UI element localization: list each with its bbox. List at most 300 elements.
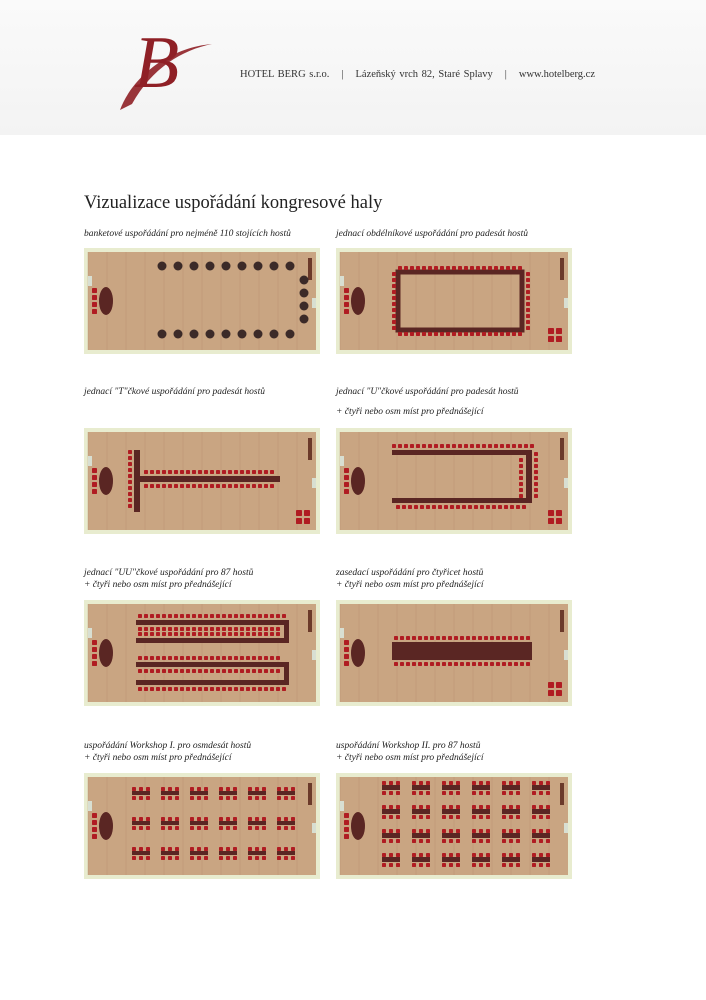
chair (412, 805, 416, 809)
chair (419, 791, 423, 795)
chair (246, 614, 250, 618)
table (502, 857, 520, 862)
chair (233, 817, 237, 821)
table (532, 785, 550, 790)
chair (479, 839, 483, 843)
chair (526, 290, 530, 294)
table (412, 833, 430, 838)
chair (516, 839, 520, 843)
chair (526, 326, 530, 330)
chair (190, 826, 194, 830)
chair (476, 332, 480, 336)
chair (197, 847, 201, 851)
chair (389, 853, 393, 857)
chair (472, 791, 476, 795)
chair (449, 805, 453, 809)
chair (450, 505, 454, 509)
table (532, 857, 550, 862)
cocktail-table (222, 330, 231, 339)
chair (539, 781, 543, 785)
chair (284, 787, 288, 791)
chair (258, 627, 262, 631)
cocktail-table (190, 330, 199, 339)
chair (216, 470, 220, 474)
chair (470, 332, 474, 336)
chair (192, 687, 196, 691)
chair (174, 687, 178, 691)
chair (180, 484, 184, 488)
chair (556, 336, 562, 342)
chair (161, 856, 165, 860)
table (161, 821, 179, 825)
chair (210, 484, 214, 488)
table (132, 851, 150, 855)
table (502, 833, 520, 838)
chair (233, 847, 237, 851)
chair (262, 817, 266, 821)
table (136, 662, 286, 667)
chair (382, 805, 386, 809)
chair (479, 805, 483, 809)
chair (138, 669, 142, 673)
chair (426, 781, 430, 785)
chair (412, 815, 416, 819)
chair (192, 627, 196, 631)
chair (532, 791, 536, 795)
window (564, 823, 568, 833)
table (472, 785, 490, 790)
chair (222, 484, 226, 488)
side-cabinet (560, 610, 564, 632)
chair (426, 815, 430, 819)
chair (144, 687, 148, 691)
podium-table (99, 467, 113, 495)
chair (228, 627, 232, 631)
chair (255, 826, 259, 830)
chair (92, 640, 97, 645)
chair (277, 817, 281, 821)
chair (479, 853, 483, 857)
chair (246, 484, 250, 488)
chair (509, 781, 513, 785)
chair (344, 820, 349, 825)
cocktail-table (300, 315, 309, 324)
chair (258, 687, 262, 691)
chair (454, 636, 458, 640)
chair (516, 863, 520, 867)
chair (500, 444, 504, 448)
chair (204, 627, 208, 631)
chair (510, 505, 514, 509)
chair (422, 266, 426, 270)
chair (456, 815, 460, 819)
chair (246, 632, 250, 636)
chair (228, 614, 232, 618)
chair (128, 468, 132, 472)
chair (264, 687, 268, 691)
chair (139, 817, 143, 821)
chair (192, 656, 196, 660)
chair (282, 687, 286, 691)
chair (456, 805, 460, 809)
chair (246, 470, 250, 474)
chair (168, 856, 172, 860)
caption-banquet: banketové uspořádání pro nejméně 110 stojících hostů (84, 229, 291, 239)
chair (344, 827, 349, 832)
chair (486, 781, 490, 785)
chair (519, 488, 523, 492)
chair (262, 856, 266, 860)
window (88, 628, 92, 638)
chair (150, 627, 154, 631)
chair (296, 518, 302, 524)
chair (442, 853, 446, 857)
chair (344, 302, 349, 307)
chair (486, 805, 490, 809)
chair (512, 332, 516, 336)
chair (519, 458, 523, 462)
chair (186, 627, 190, 631)
chair (216, 669, 220, 673)
chair (449, 829, 453, 833)
chair (512, 444, 516, 448)
caption-uu-shape: jednací "UU"čkové uspořádání pro 87 hostů + čtyři nebo osm míst pro přednášející (84, 568, 254, 590)
side-cabinet (560, 783, 564, 805)
chair (396, 829, 400, 833)
chair (502, 662, 506, 666)
chair (226, 826, 230, 830)
chair (452, 266, 456, 270)
chair (277, 796, 281, 800)
window (564, 298, 568, 308)
chair (472, 636, 476, 640)
chair (382, 781, 386, 785)
table (219, 851, 237, 855)
chair (472, 805, 476, 809)
chair (234, 614, 238, 618)
chair (222, 669, 226, 673)
chair (508, 636, 512, 640)
window (312, 478, 316, 488)
chair (456, 863, 460, 867)
table (190, 791, 208, 795)
chair (532, 815, 536, 819)
chair (556, 690, 562, 696)
chair (264, 614, 268, 618)
chair (526, 636, 530, 640)
chair (282, 614, 286, 618)
chair (464, 266, 468, 270)
chair (548, 328, 554, 334)
chair (416, 444, 420, 448)
chair (128, 486, 132, 490)
chair (389, 781, 393, 785)
chair (174, 614, 178, 618)
chair (516, 829, 520, 833)
chair (426, 505, 430, 509)
chair (150, 656, 154, 660)
chair (161, 817, 165, 821)
chair (168, 632, 172, 636)
chair (556, 328, 562, 334)
chair (138, 632, 142, 636)
podium-table (351, 639, 365, 667)
chair (252, 470, 256, 474)
chair (216, 614, 220, 618)
chair (456, 505, 460, 509)
chair (396, 791, 400, 795)
chair (92, 820, 97, 825)
table (219, 791, 237, 795)
chair (402, 505, 406, 509)
table (161, 791, 179, 795)
chair (226, 787, 230, 791)
window (88, 801, 92, 811)
chair (516, 805, 520, 809)
chair (344, 813, 349, 818)
chair (204, 687, 208, 691)
window (312, 650, 316, 660)
chair (277, 787, 281, 791)
chair (344, 309, 349, 314)
chair (128, 462, 132, 466)
chair (479, 781, 483, 785)
chair (556, 682, 562, 688)
chair (168, 669, 172, 673)
table (277, 791, 295, 795)
table (382, 857, 400, 862)
chair (449, 839, 453, 843)
chair (502, 815, 506, 819)
hotel-address: Lázeňský vrch 82, Staré Splavy (355, 69, 493, 80)
chair (258, 632, 262, 636)
table (526, 455, 532, 503)
chair (92, 475, 97, 480)
chair (506, 332, 510, 336)
chair (546, 805, 550, 809)
chair (156, 656, 160, 660)
chair (442, 636, 446, 640)
table (134, 450, 140, 512)
chair (539, 829, 543, 833)
chair (396, 863, 400, 867)
chair (506, 444, 510, 448)
chair (392, 296, 396, 300)
chair (419, 863, 423, 867)
chair (546, 863, 550, 867)
chair (186, 687, 190, 691)
chair (502, 791, 506, 795)
cocktail-table (206, 330, 215, 339)
chair (458, 266, 462, 270)
chair (276, 614, 280, 618)
chair (258, 484, 262, 488)
chair (502, 839, 506, 843)
caption-u-shape: jednací "U"čkové uspořádání pro padesát hostů + čtyři nebo osm míst pro přednášející (336, 387, 519, 417)
chair (150, 632, 154, 636)
chair (128, 498, 132, 502)
chair (526, 302, 530, 306)
window (564, 478, 568, 488)
chair (174, 632, 178, 636)
chair (180, 627, 184, 631)
chair (486, 829, 490, 833)
chair (144, 484, 148, 488)
chair (490, 662, 494, 666)
chair (446, 266, 450, 270)
chair (456, 829, 460, 833)
window (340, 456, 344, 466)
window (312, 823, 316, 833)
chair (479, 815, 483, 819)
chair (168, 817, 172, 821)
chair (92, 468, 97, 473)
chair (296, 510, 302, 516)
chair (548, 690, 554, 696)
chair (240, 656, 244, 660)
table (284, 620, 289, 643)
chair (174, 484, 178, 488)
chair (442, 839, 446, 843)
chair (448, 636, 452, 640)
caption-workshop-2: uspořádání Workshop II. pro 87 hostů + čtyři nebo osm míst pro přednášející (336, 741, 484, 763)
chair (204, 856, 208, 860)
chair (139, 826, 143, 830)
caption-boardroom: zasedací uspořádání pro čtyřicet hostů + čtyři nebo osm míst pro přednášející (336, 568, 484, 590)
chair (412, 636, 416, 640)
chair (419, 781, 423, 785)
chair (442, 863, 446, 867)
chair (446, 444, 450, 448)
chair (392, 326, 396, 330)
chair (534, 452, 538, 456)
chair (144, 632, 148, 636)
chair (139, 787, 143, 791)
chair (198, 656, 202, 660)
chair (486, 839, 490, 843)
chair (264, 627, 268, 631)
chair (442, 781, 446, 785)
chair (277, 847, 281, 851)
chair (516, 505, 520, 509)
chair (502, 829, 506, 833)
chair (494, 266, 498, 270)
chair (534, 488, 538, 492)
chair (532, 853, 536, 857)
chair (186, 632, 190, 636)
chair (248, 826, 252, 830)
chair (128, 480, 132, 484)
chair (446, 332, 450, 336)
chair (532, 863, 536, 867)
floorplan-t-shape (84, 428, 320, 534)
chair (128, 456, 132, 460)
chair (248, 796, 252, 800)
floorplan-rectangle (336, 248, 572, 354)
chair (392, 284, 396, 288)
table (277, 851, 295, 855)
chair (190, 796, 194, 800)
chair (168, 656, 172, 660)
chair (344, 640, 349, 645)
chair (526, 320, 530, 324)
chair (144, 614, 148, 618)
chair (128, 492, 132, 496)
chair (496, 662, 500, 666)
chair (404, 444, 408, 448)
floorplan-u-shape (336, 428, 572, 534)
chair (344, 295, 349, 300)
chair (222, 627, 226, 631)
chair (262, 796, 266, 800)
cocktail-table (300, 289, 309, 298)
chair (472, 839, 476, 843)
chair (240, 632, 244, 636)
chair (519, 464, 523, 468)
podium-table (351, 287, 365, 315)
chair (344, 647, 349, 652)
chair (524, 444, 528, 448)
chair (389, 791, 393, 795)
chair (418, 636, 422, 640)
cocktail-table (254, 330, 263, 339)
chair (424, 636, 428, 640)
chair (204, 484, 208, 488)
floorplan-boardroom (336, 600, 572, 706)
chair (132, 817, 136, 821)
podium-table (351, 812, 365, 840)
chair (262, 847, 266, 851)
chair (440, 332, 444, 336)
chair (234, 656, 238, 660)
chair (156, 484, 160, 488)
chair (139, 847, 143, 851)
chair (546, 791, 550, 795)
chair (412, 863, 416, 867)
chair (484, 662, 488, 666)
chair (518, 444, 522, 448)
chair (197, 787, 201, 791)
chair (442, 662, 446, 666)
chair (175, 796, 179, 800)
chair (449, 863, 453, 867)
chair (92, 295, 97, 300)
chair (197, 856, 201, 860)
table (190, 821, 208, 825)
chair (539, 805, 543, 809)
chair (255, 856, 259, 860)
chair (454, 662, 458, 666)
floorplan-uu-shape (84, 600, 320, 706)
chair (548, 518, 554, 524)
window (564, 650, 568, 660)
chair (452, 332, 456, 336)
table (136, 638, 286, 643)
chair (438, 505, 442, 509)
chair (264, 470, 268, 474)
chair (539, 815, 543, 819)
table (190, 851, 208, 855)
chair (394, 662, 398, 666)
chair (556, 510, 562, 516)
chair (162, 669, 166, 673)
chair (480, 505, 484, 509)
chair (418, 662, 422, 666)
chair (226, 817, 230, 821)
chair (436, 662, 440, 666)
chair (382, 829, 386, 833)
chair (404, 266, 408, 270)
